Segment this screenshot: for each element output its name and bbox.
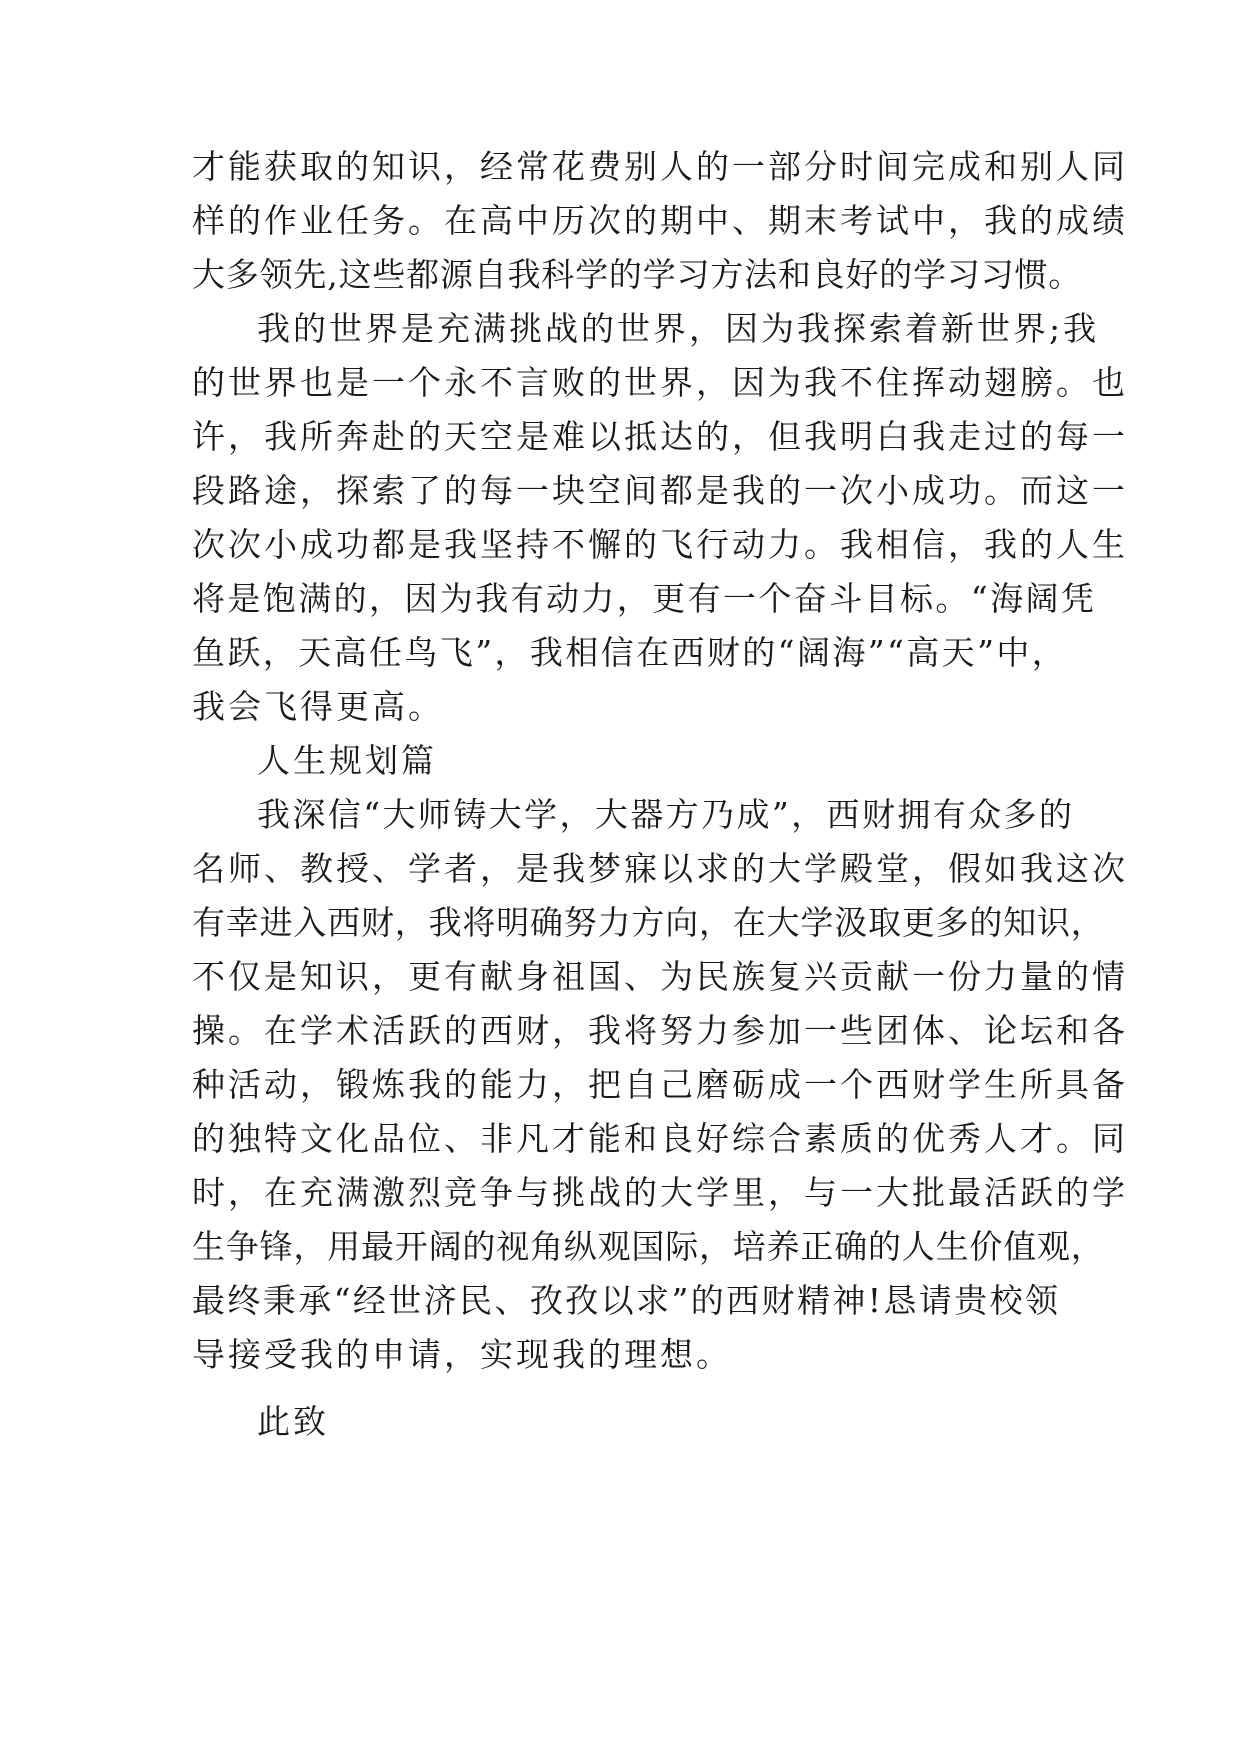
text-line: 段路途，探索了的每一块空间都是我的一次小成功。而这一 bbox=[192, 471, 1128, 510]
text-line: 种活动，锻炼我的能力，把自己磨砺成一个西财学生所具备 bbox=[192, 1065, 1128, 1104]
text-line: 最终秉承“经世济民、孜孜以求”的西财精神!恳请贵校领 bbox=[192, 1281, 1061, 1320]
text-line: 大多领先,这些都源自我科学的学习方法和良好的学习习惯。 bbox=[192, 255, 1083, 294]
text-line: 有幸进入西财，我将明确努力方向，在大学汲取更多的知识， bbox=[192, 903, 1105, 942]
text-line: 名师、教授、学者，是我梦寐以求的大学殿堂，假如我这次 bbox=[192, 849, 1128, 888]
closing-salutation: 此致 bbox=[257, 1402, 329, 1441]
text-line: 操。在学术活跃的西财，我将努力参加一些团体、论坛和各 bbox=[192, 1011, 1128, 1050]
paragraph-start-line: 我的世界是充满挑战的世界，因为我探索着新世界;我 bbox=[257, 309, 1100, 348]
text-line: 时，在充满激烈竞争与挑战的大学里，与一大批最活跃的学 bbox=[192, 1173, 1128, 1212]
text-line: 许，我所奔赴的天空是难以抵达的，但我明白我走过的每一 bbox=[192, 417, 1128, 456]
text-line: 鱼跃，天高任鸟飞”，我相信在西财的“阔海”“高天”中， bbox=[192, 633, 1068, 672]
text-line: 我会飞得更高。 bbox=[192, 687, 444, 726]
text-line: 次次小成功都是我坚持不懈的飞行动力。我相信，我的人生 bbox=[192, 525, 1128, 564]
text-line: 样的作业任务。在高中历次的期中、期末考试中，我的成绩 bbox=[192, 201, 1128, 240]
text-line: 才能获取的知识，经常花费别人的一部分时间完成和别人同 bbox=[192, 147, 1128, 186]
text-line: 将是饱满的，因为我有动力，更有一个奋斗目标。“海阔凭 bbox=[192, 579, 1097, 618]
paragraph-start-line: 我深信“大师铸大学，大器方乃成”，西财拥有众多的 bbox=[257, 795, 1075, 834]
text-line: 的世界也是一个永不言败的世界，因为我不住挥动翅膀。也 bbox=[192, 363, 1128, 402]
text-line: 的独特文化品位、非凡才能和良好综合素质的优秀人才。同 bbox=[192, 1119, 1128, 1158]
section-heading: 人生规划篇 bbox=[257, 741, 437, 780]
text-line: 导接受我的申请，实现我的理想。 bbox=[192, 1335, 732, 1374]
text-line: 不仅是知识，更有献身祖国、为民族复兴贡献一份力量的情 bbox=[192, 957, 1128, 996]
text-line: 生争锋，用最开阔的视角纵观国际，培养正确的人生价值观， bbox=[192, 1227, 1105, 1266]
